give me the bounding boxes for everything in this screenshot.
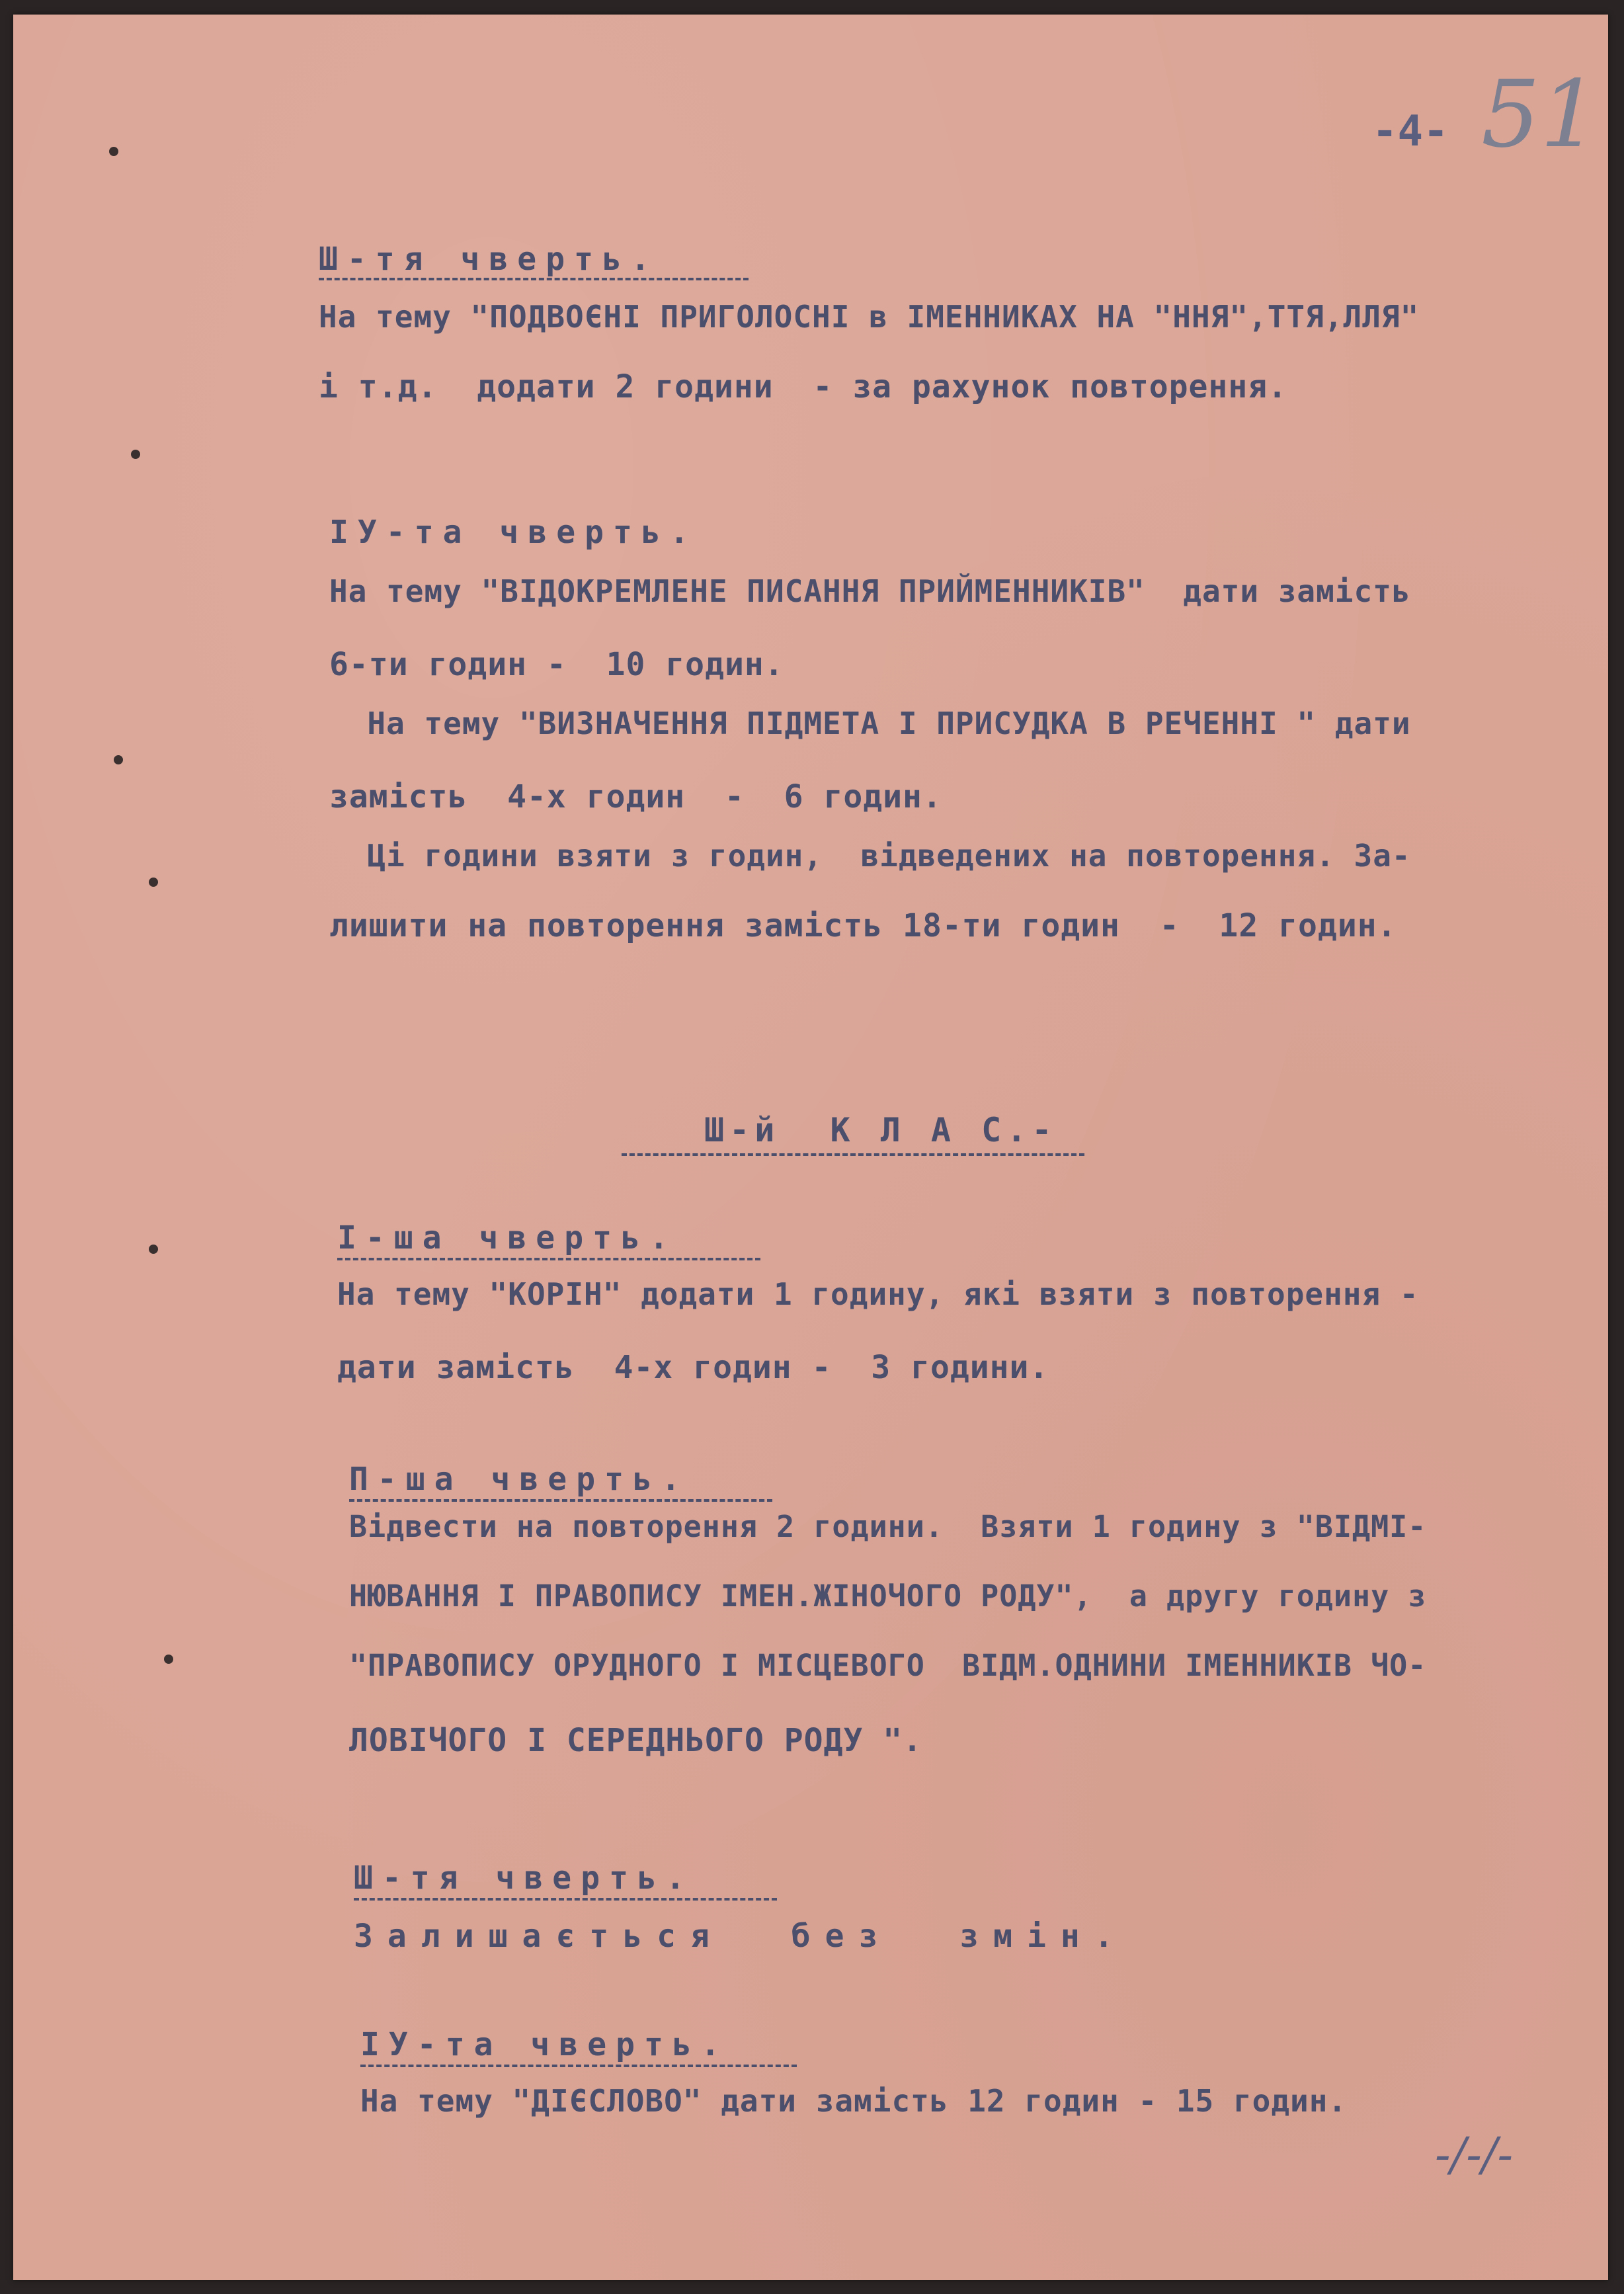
- punch-hole: [109, 147, 118, 156]
- continuation-mark: -/-/-: [1435, 2127, 1514, 2182]
- text-line: дати замість 4-х годин - 3 години.: [337, 1349, 1049, 1386]
- section-heading: Ш-тя чверть.: [354, 1860, 694, 1897]
- text-line: Ці години взяти з годин, відведених на повторення. За-: [329, 838, 1411, 874]
- text-line: лишити на повторення замість 18-ти годин - 12 годин.: [329, 907, 1397, 944]
- section-heading: П-ша чверть.: [349, 1461, 690, 1498]
- text-line: 6-ти годин - 10 годин.: [329, 646, 784, 683]
- punch-hole: [149, 878, 158, 887]
- text-line: Відвести на повторення 2 години. Взяти 1 годину з "ВІДМІ-: [349, 1509, 1427, 1544]
- heading-underline: [360, 2065, 797, 2067]
- text-line: ЛОВІЧОГО І СЕРЕДНЬОГО РОДУ ".: [349, 1722, 923, 1759]
- section-heading: ІУ-та чверть.: [329, 514, 698, 551]
- text-line: На тему "ВИЗНАЧЕННЯ ПІДМЕТА І ПРИСУДКА В РЕЧЕННІ " дати: [329, 706, 1411, 741]
- text-line: На тему "КОРІН" додати 1 годину, які взяти з повторення -: [337, 1276, 1419, 1312]
- heading-underline: [354, 1898, 777, 1901]
- text-line: і т.д. додати 2 години - за рахунок повторення.: [319, 368, 1288, 405]
- punch-hole: [149, 1245, 158, 1254]
- text-line: На тему "ПОДВОЄНІ ПРИГОЛОСНІ в ІМЕННИКАХ НА "ННЯ",ТТЯ,ЛЛЯ": [319, 299, 1420, 335]
- text-line: замість 4-х годин - 6 годин.: [329, 778, 942, 815]
- class-title-underline: [622, 1153, 1084, 1156]
- section-heading: ІУ-та чверть.: [360, 2026, 729, 2063]
- sheet-mark: -4-: [1372, 107, 1449, 156]
- punch-hole: [164, 1655, 173, 1664]
- class-title: Ш-й К Л А С.-: [704, 1111, 1057, 1149]
- text-line: На тему "ДІЄСЛОВО" дати замість 12 годин - 15 годин.: [360, 2083, 1348, 2119]
- punch-hole: [131, 450, 140, 459]
- document-page: [13, 15, 1608, 2280]
- heading-underline: [337, 1258, 760, 1260]
- heading-underline: [319, 278, 749, 280]
- heading-underline: [349, 1499, 772, 1502]
- text-line: Залишається без змін.: [354, 1918, 1128, 1955]
- page-number: 51: [1481, 61, 1600, 169]
- text-line: На тему "ВІДОКРЕМЛЕНЕ ПИСАННЯ ПРИЙМЕННИКІВ" дати замість: [329, 573, 1411, 609]
- section-heading: Ш-тя чверть.: [319, 241, 659, 278]
- punch-hole: [114, 755, 123, 764]
- text-line: "ПРАВОПИСУ ОРУДНОГО І МІСЦЕВОГО ВІДМ.ОДНИНИ ІМЕННИКІВ ЧО-: [349, 1648, 1427, 1683]
- text-line: НЮВАННЯ І ПРАВОПИСУ ІМЕН.ЖІНОЧОГО РОДУ", а другу годину з: [349, 1578, 1427, 1614]
- section-heading: І-ша чверть.: [337, 1219, 678, 1256]
